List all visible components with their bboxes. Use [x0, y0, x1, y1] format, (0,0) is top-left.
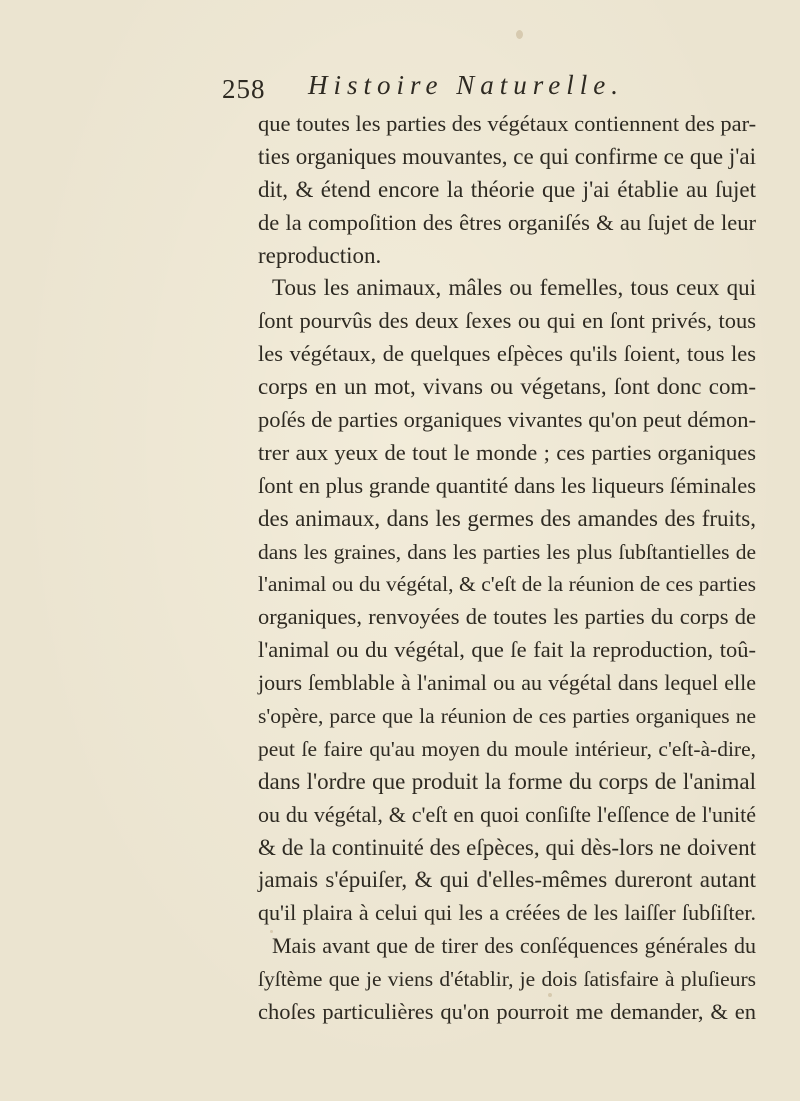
text-line: s'opère, parce que la réunion de ces parties organiques ne [258, 704, 756, 729]
text-line: reproduction. [258, 242, 382, 268]
text-line: jours ſemblable à l'animal ou au végétal dans lequel elle [258, 670, 756, 696]
text-line: l'animal ou du végétal, & c'eſt de la réunion de ces parties [258, 572, 756, 597]
text-line: ſont en plus grande quantité dans les liqueurs ſéminales [258, 472, 756, 498]
text-line: ſyſtème que je viens d'établir, je dois ſatisfaire à pluſieurs [258, 967, 756, 992]
running-title: Histoire Naturelle. [308, 70, 624, 100]
text-line: l'animal ou du végétal, que ſe fait la reproduction, toû- [258, 637, 756, 663]
text-line: Tous les animaux, mâles ou femelles, tous ceux qui [272, 275, 756, 301]
text-line: dans l'ordre que produit la forme du corps de l'animal [258, 768, 756, 794]
page-header [222, 68, 742, 104]
text-line: qu'il plaira à celui qui les a créées de les laiſſer ſubſiſter. [258, 900, 756, 926]
text-line: ſont pourvûs des deux ſexes ou qui en ſont privés, tous [258, 308, 756, 334]
text-line: dit, & étend encore la théorie que j'ai établie au ſujet [258, 176, 756, 202]
text-line: que toutes les parties des végétaux contiennent des par- [258, 111, 757, 136]
text-line: de la compoſition des êtres organiſés & au ſujet de leur [258, 209, 756, 235]
text-line: dans les graines, dans les parties les plus ſubſtantielles de [258, 539, 756, 564]
text-line: Mais avant que de tirer des conſéquences générales du [272, 933, 756, 959]
text-line: peut ſe faire qu'au moyen du moule intérieur, c'eſt-à-dire, [258, 736, 756, 761]
text-line: organiques, renvoyées de toutes les parties du corps de [258, 604, 756, 630]
text-line: jamais s'épuiſer, & qui d'elles-mêmes dureront autant [258, 867, 756, 893]
text-line: les végétaux, de quelques eſpèces qu'ils ſoient, tous les [258, 341, 756, 367]
text-line: trer aux yeux de tout le monde ; ces parties organiques [258, 439, 756, 465]
paper-stain [516, 30, 523, 39]
text-line: ou du végétal, & c'eſt en quoi conſiſte l'eſſence de l'unité [258, 801, 756, 827]
text-line: ties organiques mouvantes, ce qui confirme ce que j'ai [258, 143, 756, 169]
text-line: des animaux, dans les germes des amandes des fruits, [258, 505, 756, 531]
text-line: poſés de parties organiques vivantes qu'on peut démon- [258, 407, 756, 433]
text-line: corps en un mot, vivans ou végetans, ſont donc com- [258, 374, 756, 400]
body-text [258, 108, 756, 1029]
page-number: 258 [222, 74, 266, 104]
text-line: choſes particulières qu'on pourroit me demander, & en [258, 999, 756, 1025]
text-line: & de la continuité des eſpèces, qui dès-lors ne doivent [258, 834, 756, 860]
